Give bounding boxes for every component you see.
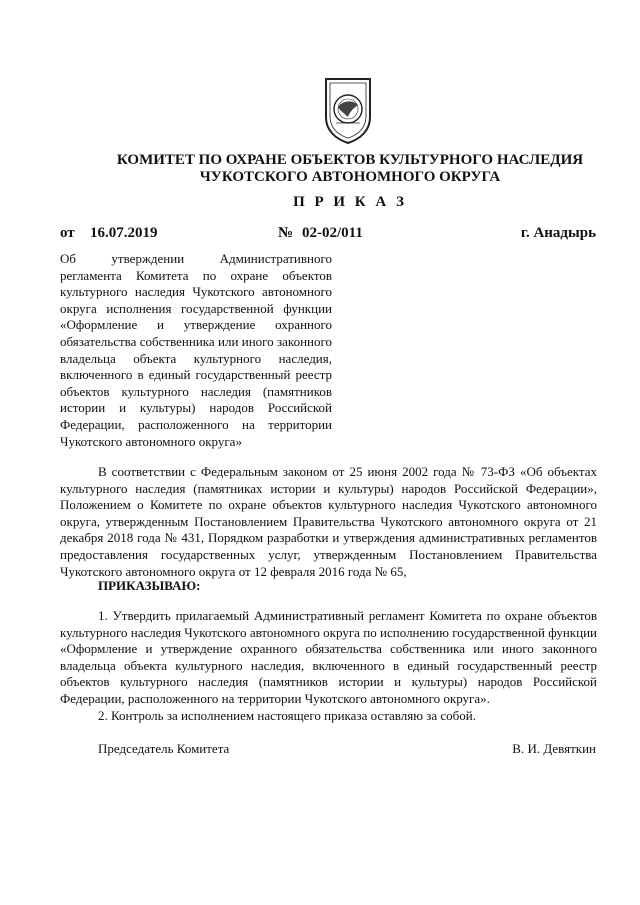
organization-name-line2: ЧУКОТСКОГО АВТОНОМНОГО ОКРУГА xyxy=(199,169,501,185)
document-date: 16.07.2019 xyxy=(90,225,158,241)
ordering-heading: ПРИКАЗЫВАЮ: xyxy=(98,578,201,593)
preamble xyxy=(60,464,597,580)
order-items xyxy=(60,608,597,724)
signature-role: Председатель Комитета xyxy=(98,741,230,756)
coat-of-arms-icon xyxy=(322,75,374,145)
number-sign: № xyxy=(278,225,294,241)
document-city: г. Анадырь xyxy=(520,225,596,241)
document-type: П Р И К А З xyxy=(293,194,407,210)
document-number: 02-02/011 xyxy=(302,225,363,241)
document-subject: Об утверждении Административного регламента Комитета по охране объектов культурного наследия Чукотского автономного округа исполнения государственной функции «Оформление и утверждение охранного обязательства собственника или иного законного владельца объекта культурного наследия, включенного в единый государственный реестр объектов культурного наследия (памятников истории и культуры) народов Российской Федерации, расположенного на территории Чукотского автономного округа» xyxy=(60,251,332,449)
order-item-2: 2. Контроль за исполнением настоящего приказа оставляю за собой. xyxy=(98,707,476,723)
preamble-paragraph: В соответствии с Федеральным законом от 25 июня 2002 года № 73-ФЗ «Об объектах культурного наследия (памятниках истории и культуры) народов Российской Федерации», Положением о Комитете по охране объектов культурного наследия Чукотского автономного округа, утвержденным Постановлением Правительства Чукотского автономного округа от 21 декабря 2018 года № 431, Порядком разработки и утверждения административных регламентов предоставления государственных услуг, утвержденным Постановлением Правительства Чукотского автономного округа от 12 февраля 2016 года № 65, xyxy=(60,464,597,579)
signature-name: В. И. Девяткин xyxy=(512,741,596,756)
organization-name-line1: КОМИТЕТ ПО ОХРАНЕ ОБЪЕКТОВ КУЛЬТУРНОГО НАСЛЕДИЯ xyxy=(116,152,584,168)
order-item-1: 1. Утвердить прилагаемый Административный регламент Комитета по охране объектов культурного наследия Чукотского автономного округа по исполнению государственной функции «Оформление и утверждение охранного обязательства собственника или иного законного владельца объекта культурного наследия, включенного в единый государственный реестр объектов культурного наследия (памятников истории и культуры) народов Российской Федерации, расположенного на территории Чукотского автономного округа». xyxy=(60,608,597,706)
date-label: от xyxy=(60,225,75,241)
